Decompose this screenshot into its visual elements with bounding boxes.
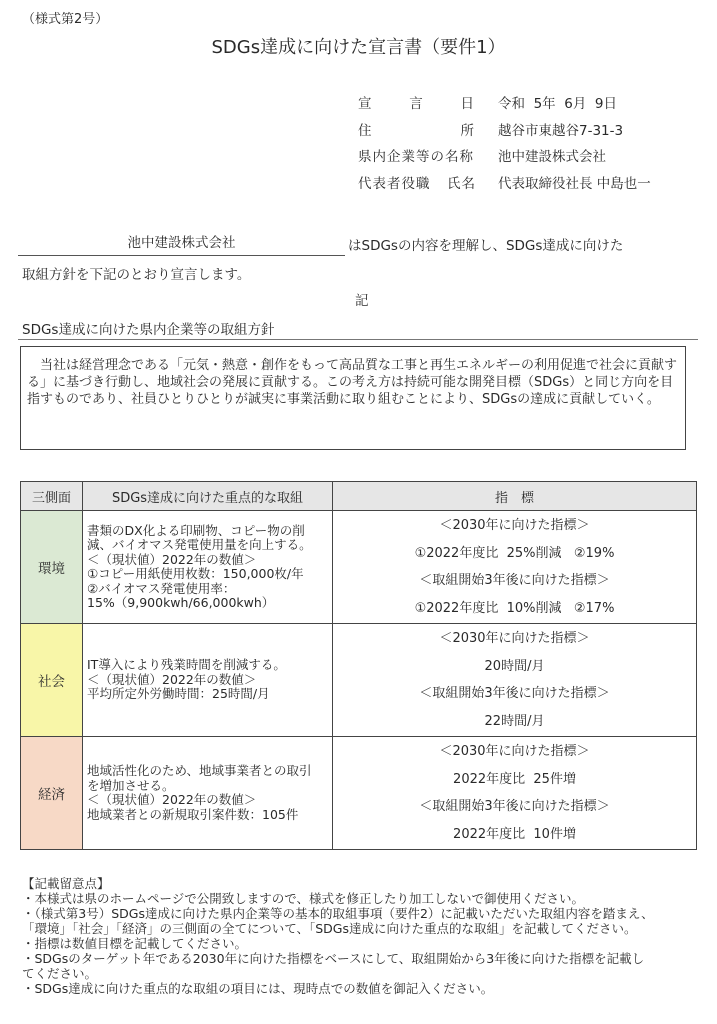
declaration-date-row: [358, 89, 651, 116]
indicator-line: ＜2030年に向けた指標＞: [439, 631, 590, 646]
effort-line: を増加させる。: [87, 777, 175, 793]
indicator-cell: [333, 737, 697, 850]
divider: [18, 339, 698, 340]
address-row: [358, 116, 651, 143]
label: 県内企業等の名称: [358, 149, 474, 166]
header-effort: SDGs達成に向けた重点的な取組: [83, 482, 333, 511]
indicator-line: 2022年度比 10件増: [453, 826, 576, 842]
indicator-line: 2022年度比 25件増: [453, 771, 576, 787]
company-name-row: [358, 142, 651, 169]
label-char: 宣: [358, 96, 374, 113]
effort-line: ＜（現状値）2022年の数値＞: [87, 671, 257, 687]
label: 代表者役職: [358, 175, 431, 192]
declaration-date: 令和 5年 6月 9日: [498, 96, 618, 113]
table-row-economy: [21, 737, 697, 850]
representative: 代表取締役社長 中島也一: [498, 175, 651, 192]
policy-title: SDGs達成に向けた県内企業等の取組方針: [22, 322, 275, 338]
indicator-line: ①2022年度比 25%削減 ②19%: [414, 545, 615, 561]
effort-line: 書類のDX化よる印刷物、コピー物の削: [87, 522, 305, 538]
effort-line: ①コピー用紙使用枚数：150,000枚/年: [87, 566, 304, 581]
effort-cell: [83, 737, 333, 850]
effort-cell: [83, 511, 333, 624]
effort-line: ＜（現状値）2022年の数値＞: [87, 551, 257, 567]
indicator-line: ①2022年度比 10%削減 ②17%: [414, 600, 615, 616]
document-title: SDGs達成に向けた宣言書（要件1）: [211, 37, 506, 58]
header-aspect: 三側面: [21, 482, 83, 511]
declaration-line-2: 取組方針を下記のとおり宣言します。: [22, 267, 251, 283]
indicator-line: 22時間/月: [484, 713, 545, 729]
effort-line: 平均所定外労働時間：25時間/月: [87, 686, 270, 702]
notes-title: 【記載留意点】: [22, 876, 110, 891]
indicator-cell: [333, 511, 697, 624]
note-line: ・SDGs達成に向けた重点的な取組の項目には、現時点での数値を御記入ください。: [22, 981, 494, 996]
policy-body: 当社は経営理念である「元気・熱意・創作をもって高品質な工事と再生エネルギーの利用促進で社会に貢献する」に基づき行動し、地域社会の発展に貢献する。この考え方は持続可能な開発目標（SDGs）と同じ方向を目指すものであり、社員ひとりひとりが誠実に事業活動に取り組むことにより、SDGsの達成に貢献していく。: [20, 346, 686, 450]
table-header-row: [21, 482, 697, 511]
effort-line: ＜（現状値）2022年の数値＞: [87, 792, 257, 807]
declarant-info: [358, 89, 651, 195]
table-row-environment: [21, 511, 697, 624]
declaring-company: 池中建設株式会社: [18, 231, 345, 256]
declaration-line-1: はSDGsの内容を理解し、SDGs達成に向けた: [348, 238, 624, 254]
label-char: 日: [460, 96, 476, 113]
representative-row: [358, 169, 651, 196]
company-name: 池中建設株式会社: [498, 149, 606, 166]
indicator-cell: [333, 624, 697, 737]
effort-line: 15%（9,900kwh/66,000kwh）: [87, 595, 275, 610]
ki-heading: 記: [355, 293, 369, 309]
effort-line: IT導入により残業時間を削減する。: [87, 657, 286, 673]
aspect-cell: 社会: [21, 624, 83, 737]
form-number: （様式第2号）: [22, 12, 109, 27]
sdgs-plan-table: [20, 481, 697, 850]
indicator-line: ＜取組開始3年後に向けた指標＞: [419, 799, 610, 814]
label-char: 言: [409, 96, 425, 113]
indicator-line: ＜取組開始3年後に向けた指標＞: [419, 573, 610, 588]
note-line: ・本様式は県のホームページで公開致しますので、様式を修正したり加工しないで御使用ください。: [22, 891, 585, 906]
header-indicator: 指 標: [333, 482, 697, 511]
indicator-line: ＜取組開始3年後に向けた指標＞: [419, 686, 610, 701]
effort-line: 減、バイオマス発電使用量を向上する。: [87, 537, 312, 552]
effort-line: 地域活性化のため、地域事業者との取引: [87, 763, 312, 778]
effort-line: 地域業者との新規取引案件数：105件: [87, 806, 299, 822]
aspect-cell: 環境: [21, 511, 83, 624]
indicator-line: ＜2030年に向けた指標＞: [439, 744, 590, 759]
indicator-line: 20時間/月: [484, 658, 545, 674]
table-row-society: [21, 624, 697, 737]
note-line: ・指標は数値目標を記載してください。: [22, 936, 248, 951]
label: 氏名: [447, 175, 476, 192]
note-line: 「環境」「社会」「経済」の三側面の全てについて、「SDGs達成に向けた重点的な取組」を記載してください。: [22, 921, 637, 936]
effort-line: ②バイオマス発電使用率：: [87, 580, 236, 596]
note-line: ・SDGsのターゲット年である2030年に向けた指標をベースにして、取組開始から3年後に向けた指標を記載し: [22, 951, 645, 966]
aspect-cell: 経済: [21, 737, 83, 850]
note-line: てください。: [22, 966, 98, 981]
notes-section: [22, 876, 654, 996]
indicator-line: ＜2030年に向けた指標＞: [439, 518, 590, 533]
effort-cell: [83, 624, 333, 737]
note-line: ・（様式第3号）SDGs達成に向けた県内企業等の基本的取組事項（要件2）に記載いただいた取組内容を踏まえ、: [22, 906, 654, 921]
address: 越谷市東越谷7-31-3: [498, 122, 624, 139]
label-char: 住: [358, 122, 374, 139]
label-char: 所: [460, 122, 476, 139]
